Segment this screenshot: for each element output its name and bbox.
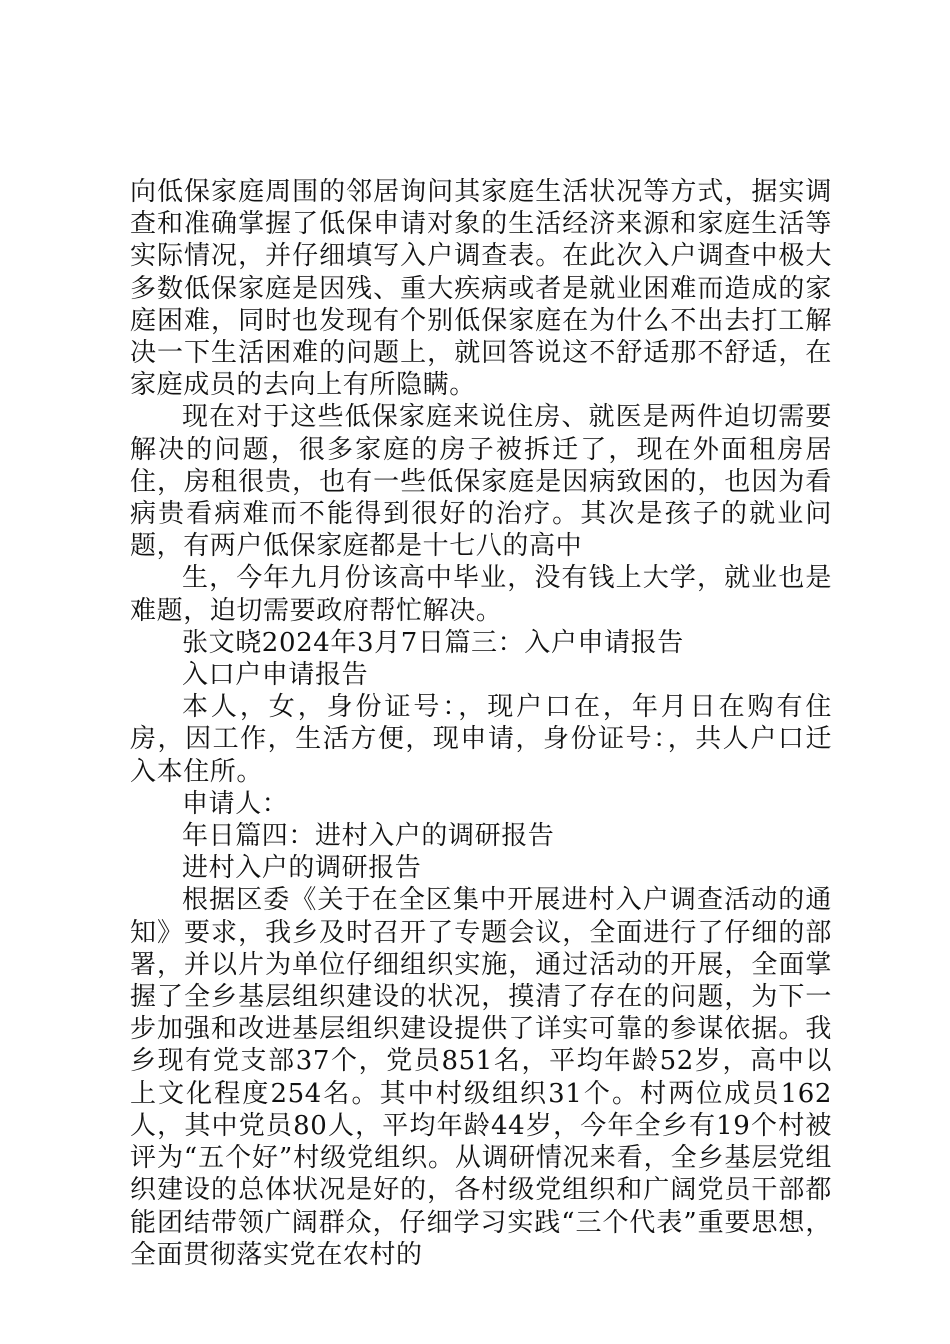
paragraph-application-body: 本人，女，身份证号：，现户口在，年月日在购有住房，因工作，生活方便，现申请，身份证号：，共人户口迁入本住所。 [130,692,832,787]
document-body [130,176,832,1271]
paragraph-village-survey-body: 根据区委《关于在全区集中开展进村入户调查活动的通知》要求，我乡及时召开了专题会议，全面进行了仔细的部署，并以片为单位仔细组织实施，通过活动的开展，全面掌握了全乡基层组织建设的状况，摸清了存在的问题，为下一步加强和改进基层组织建设提供了详实可靠的参谋依据。我乡现有党支部37个，党员851名，平均年龄52岁，高中以上文化程度254名。其中村级组织31个。村两位成员162人，其中党员80人，平均年龄44岁，今年全乡有19个村被评为“五个好”村级党组织。从调研情况来看，全乡基层党组织建设的总体状况是好的，各村级党组织和广阔党员干部都能团结带领广阔群众，仔细学习实践“三个代表”重要思想，全面贯彻落实党在农村的 [130,885,832,1270]
section-title-village-survey: 进村入户的调研报告 [182,853,422,884]
section-heading-village-survey: 年日篇四：进村入户的调研报告 [182,821,555,852]
paragraph-employment: 生，今年九月份该高中毕业，没有钱上大学，就业也是难题，迫切需要政府帮忙解决。 [130,563,832,626]
paragraph-lowincome-survey: 向低保家庭周围的邻居询问其家庭生活状况等方式，据实调查和准确掌握了低保申请对象的生活经济来源和家庭生活等实际情况，并仔细填写入户调查表。在此次入户调查中极大多数低保家庭是因残、重大疾病或者是就业困难而造成的家庭困难，同时也发现有个别低保家庭在为什么不出去打工解决一下生活困难的问题上，就回答说这不舒适那不舒适，在家庭成员的去向上有所隐瞒。 [130,177,832,401]
applicant-label: 申请人： [182,788,289,819]
signature-date-heading: 张文晓2024年3月7日篇三：入户申请报告 [182,627,684,658]
section-title-household-application: 入口户申请报告 [182,660,369,691]
paragraph-housing-medical: 现在对于这些低保家庭来说住房、就医是两件迫切需要解决的问题，很多家庭的房子被拆迁了，现在外面租房居住，房租很贵，也有一些低保家庭是因病致困的，也因为看病贵看病难而不能得到很好的治疗。其次是孩子的就业问题，有两户低保家庭都是十七八的高中 [130,402,832,562]
